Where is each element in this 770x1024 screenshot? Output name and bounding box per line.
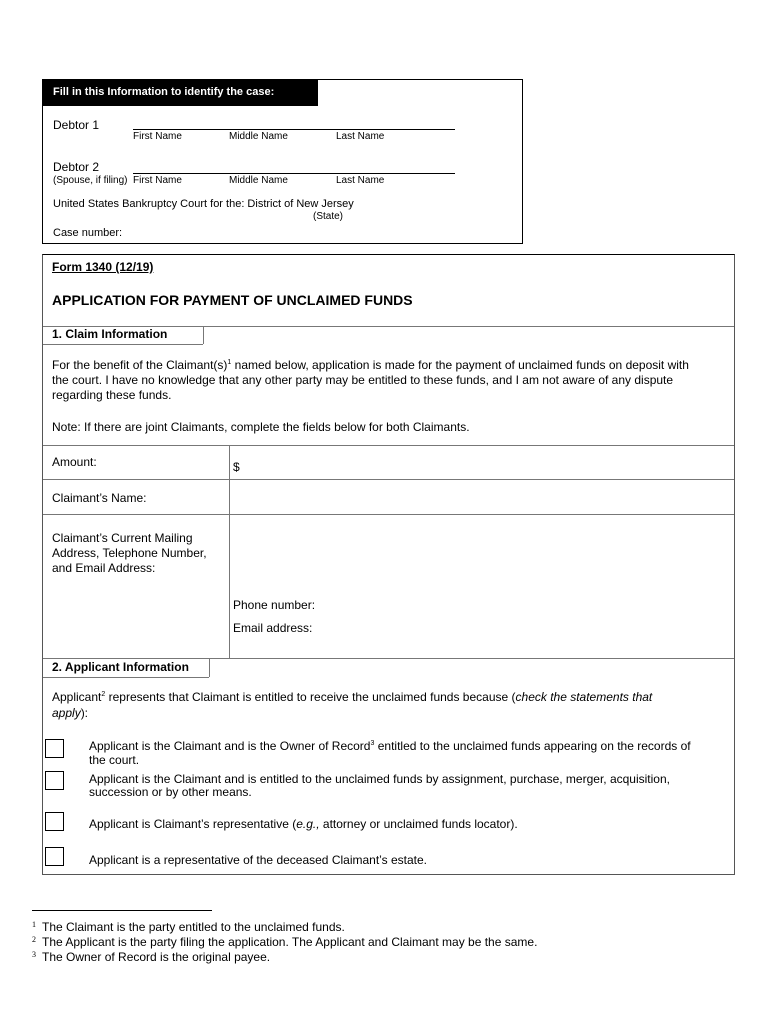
spouse-note: (Spouse, if filing) [53,175,128,186]
option-assignment-line2: succession or by other means. [89,785,252,799]
assignment-checkbox[interactable] [45,771,64,790]
amount-field[interactable]: $ [233,460,240,474]
divider [43,658,734,659]
court-line: United States Bankruptcy Court for the: District of New Jersey [53,198,354,210]
joint-claimants-note: Note: If there are joint Claimants, complete the fields below for both Claimants. [52,420,470,434]
amount-label: Amount: [52,455,97,469]
divider [43,445,734,446]
phone-number-label[interactable]: Phone number: [233,598,316,612]
option-representative: Applicant is Claimant’s representative (e.g., attorney or unclaimed funds locator). [89,817,518,831]
state-caption: (State) [313,211,344,222]
address-label-line1: Claimant’s Current Mailing [52,531,193,545]
section2-heading-box-edge [209,658,210,677]
footnote-2: 2 The Applicant is the party filing the application. The Applicant and Claimant may be the same. [32,935,538,949]
option-owner-of-record-line1: Applicant is the Claimant and is the Owner of Record$^3$ entitled to the unclaimed funds appearing on the records of [89,739,691,753]
footnote-rule [32,910,212,911]
representative-checkbox[interactable] [45,812,64,831]
claimant-name-label: Claimant’s Name: [52,491,147,505]
claim-paragraph-line3: regarding these funds. [52,388,172,402]
option-owner-of-record-line2: the court. [89,753,140,767]
section1-heading: 1. Claim Information [52,327,168,341]
debtor1-last-name-caption: Last Name [336,131,385,142]
case-info-box [42,79,523,244]
section1-heading-box-edge [203,326,204,344]
section1-heading-underline [43,344,203,345]
footnote-3: 3 The Owner of Record is the original payee. [32,950,271,964]
claimant-name-field[interactable] [230,480,735,514]
claim-paragraph-line1: For the benefit of the $Claimant(s)^1$ named below, application is made for the payment of unclaimed funds on deposit with [52,358,689,372]
section2-heading-underline [43,677,209,678]
debtor1-name-field[interactable] [133,129,455,130]
email-address-label[interactable]: Email address: [233,621,313,635]
form-body [42,254,735,875]
debtor2-middle-name-caption: Middle Name [229,175,288,186]
debtor2-label: Debtor 2 [53,160,100,174]
claim-paragraph-line2: the court. I have no knowledge that any other party may be entitled to these funds, and I am not aware of any dispute [52,373,674,387]
form-title: APPLICATION FOR PAYMENT OF UNCLAIMED FUNDS [52,292,413,308]
estate-representative-checkbox[interactable] [45,847,64,866]
option-assignment-line1: Applicant is the Claimant and is entitled to the unclaimed funds by assignment, purchase, merger, acquisition, [89,772,670,786]
applicant-intro-line2: apply): [52,706,89,720]
form-number: Form 1340 (12/19) [52,260,154,274]
address-label-line3: and Email Address: [52,561,156,575]
owner-of-record-checkbox[interactable] [45,739,64,758]
debtor1-middle-name-caption: Middle Name [229,131,288,142]
mailing-address-field[interactable] [230,515,735,595]
case-info-header: Fill in this Information to identify the case: [43,80,318,106]
case-number-label: Case number: [53,227,123,239]
option-estate-representative: Applicant is a representative of the deceased Claimant’s estate. [89,853,427,867]
footnote-1: 1 The Claimant is the party entitled to the unclaimed funds. [32,920,345,934]
debtor2-last-name-caption: Last Name [336,175,385,186]
debtor2-first-name-caption: First Name [133,175,182,186]
debtor2-name-field[interactable] [133,173,455,174]
debtor1-first-name-caption: First Name [133,131,182,142]
section2-heading: 2. Applicant Information [52,660,189,674]
address-label-line2: Address, Telephone Number, [52,546,207,560]
applicant-intro-line1: Applicant$^2$ represents that Claimant is entitled to receive the unclaimed funds because (check the statements that [52,690,653,704]
debtor1-label: Debtor 1 [53,118,100,132]
